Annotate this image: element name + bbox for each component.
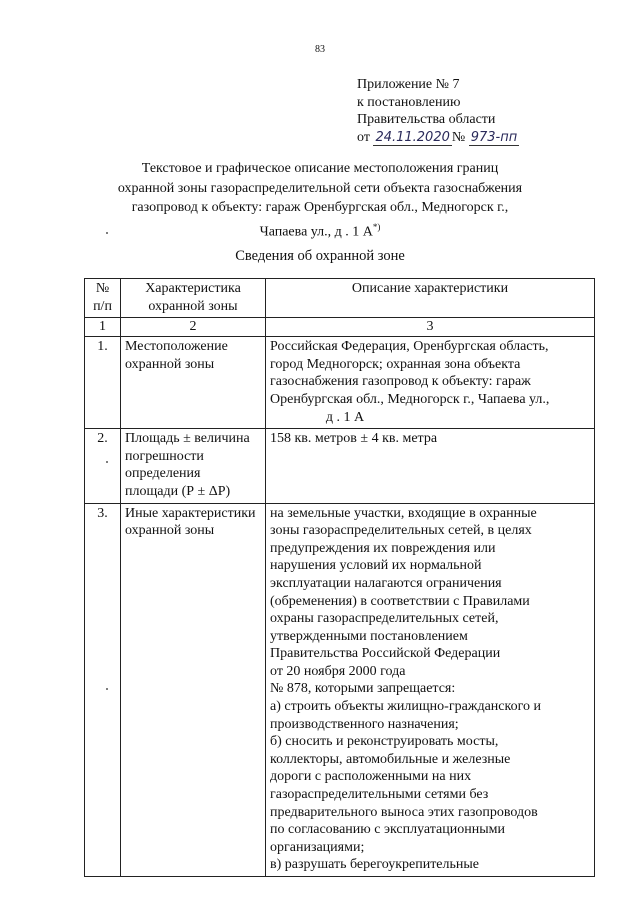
index-cell: 2: [121, 318, 266, 337]
text-line: на земельные участки, входящие в охранные: [270, 505, 537, 521]
header-num-line-2: п/п: [93, 298, 112, 314]
text-line: охранной зоны: [125, 523, 215, 539]
header-num-line-1: №: [95, 281, 110, 296]
appendix-line-2: к постановлению: [357, 94, 461, 110]
text-line: производственного назначения;: [270, 716, 459, 732]
row-characteristic: [121, 337, 266, 429]
header-char-line-1: Характеристика: [145, 281, 241, 296]
text-line: зоны газораспределительных сетей, в целях: [270, 523, 532, 539]
table-row: [85, 337, 595, 429]
appendix-line-1: Приложение № 7: [357, 77, 460, 92]
page-number: 83: [315, 44, 325, 55]
footnote-mark: *): [372, 221, 381, 232]
text-line: предупреждения их повреждения или: [270, 540, 496, 556]
text-line: погрешности: [125, 448, 204, 464]
title-line-3: газопровод к объекту: гараж Оренбургская обл., Медногорск г.,: [131, 200, 509, 215]
text-line: б) сносить и реконструировать мосты,: [270, 734, 499, 750]
handwritten-date: 24.11.2020: [375, 129, 450, 145]
text-line: Местоположение: [125, 339, 228, 355]
text-line: город Медногорск; охранная зона объекта: [270, 356, 521, 372]
table-row: [85, 429, 595, 503]
row-characteristic: [121, 429, 266, 503]
header-char-line-2: охранной зоны: [148, 298, 238, 314]
text-line: газораспределительными сетями без: [270, 787, 489, 803]
row-description: [266, 429, 595, 503]
text-line: определения: [125, 466, 201, 482]
text-line: организациями;: [270, 839, 365, 855]
text-line: коллекторы, автомобильные и железные: [270, 751, 511, 767]
text-line: охранной зоны: [125, 356, 215, 372]
text-line: эксплуатации налагаются ограничения: [270, 575, 502, 591]
table-row: [85, 503, 595, 876]
text-line: Правительства Российской Федерации: [270, 646, 501, 662]
zone-info-table: [84, 278, 595, 877]
title-line-4-text: Чапаева ул., д . 1 А: [259, 224, 373, 240]
from-label: от: [357, 129, 370, 145]
header-num: [85, 279, 121, 318]
text-line: д . 1 А: [325, 409, 365, 425]
table-index-row: [85, 318, 595, 337]
text-line: нарушения условий их нормальной: [270, 558, 482, 574]
title-line-4: [95, 218, 545, 242]
appendix-block: [357, 76, 519, 146]
appendix-line-3: Правительства области: [357, 112, 496, 127]
scan-speck: [106, 232, 108, 234]
number-label: №: [451, 129, 466, 145]
row-description: [266, 503, 595, 876]
text-line: № 878, которыми запрещается:: [270, 681, 456, 697]
row-number: 2.: [85, 429, 121, 503]
text-line: площади (Р ± ΔР): [125, 483, 231, 499]
row-characteristic: [121, 503, 266, 876]
text-line: (обременения) в соответствии с Правилами: [270, 593, 530, 609]
row-description: [266, 337, 595, 429]
header-characteristic: [121, 279, 266, 318]
text-line: Российская Федерация, Оренбургская область,: [270, 339, 549, 355]
text-line: по согласованию с эксплуатационными: [270, 822, 505, 838]
handwritten-number: 973-пп: [470, 129, 518, 145]
text-line: охраны газораспределительных сетей,: [270, 611, 499, 627]
text-line: а) строить объекты жилищно-гражданского и: [270, 699, 541, 715]
row-number: 3.: [85, 503, 121, 876]
text-line: Оренбургская обл., Медногорск г., Чапаева ул.,: [270, 391, 550, 407]
text-line: дороги с расположенными на них: [270, 769, 472, 785]
text-line: Иные характеристики: [125, 505, 256, 521]
document-title: [95, 159, 545, 242]
text-line: утвержденными постановлением: [270, 628, 468, 644]
title-line-1: Текстовое и графическое описание местоположения границ: [141, 161, 499, 176]
text-line: в) разрушать берегоукрепительные: [270, 857, 480, 873]
title-line-2: охранной зоны газораспределительной сети объекта газоснабжения: [117, 180, 523, 196]
header-description: Описание характеристики: [266, 279, 595, 318]
text-line: предварительного выноса этих газопроводов: [270, 804, 538, 820]
appendix-date-line: [357, 129, 519, 147]
index-cell: 3: [266, 318, 595, 337]
text-line: от 20 ноября 2000 года: [270, 663, 406, 679]
text-line: Площадь ± величина: [125, 431, 250, 447]
text-line: газоснабжения газопровод к объекту: гараж: [270, 374, 531, 390]
text-line: 158 кв. метров ± 4 кв. метра: [270, 431, 438, 447]
table-header-row: [85, 279, 595, 318]
row-number: 1.: [85, 337, 121, 429]
index-cell: 1: [85, 318, 121, 337]
section-title: Сведения об охранной зоне: [235, 248, 405, 264]
